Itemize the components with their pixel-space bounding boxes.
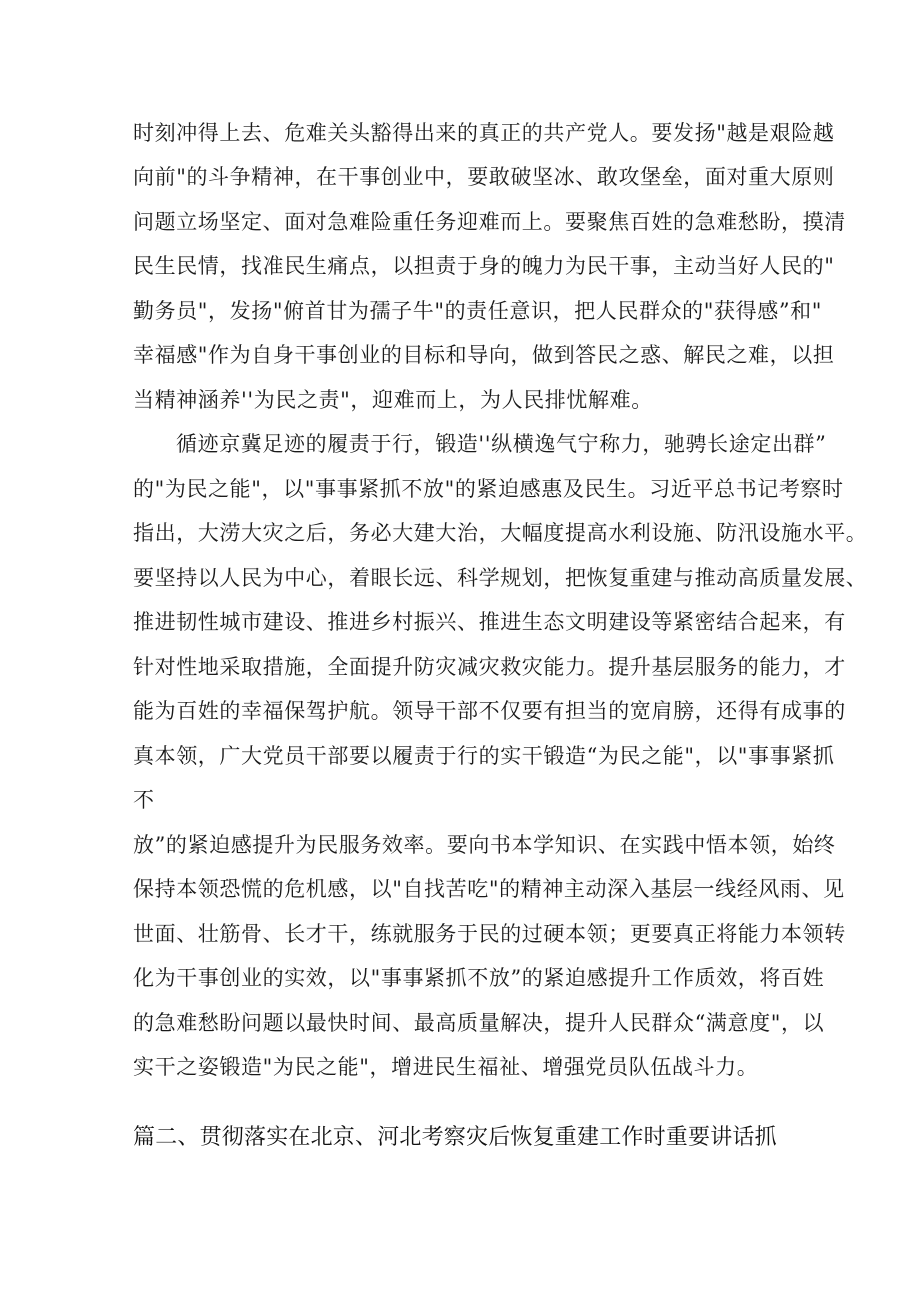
text-line: 时刻冲得上去、危难关头豁得出来的真正的共产党人。要发扬"越是艰险越 [133, 121, 835, 145]
text-line: 放”的紧迫感提升为民服务效率。要向书本学知识、在实践中悟本领，始终 [133, 833, 836, 857]
text-line: 针对性地采取措施，全面提升防灾减灾救灾能力。提升基层服务的能力，才 [133, 655, 846, 679]
text-line: 勤务员"，发扬"俯首甘为孺子牛"的责任意识，把人民群众的"获得感”和" [133, 299, 823, 323]
text-line: 幸福感"作为自身干事创业的目标和导向，做到答民之惑、解民之难，以担 [133, 343, 835, 367]
text-line: 化为干事创业的实效，以"事事紧抓不放”的紧迫感提升工作质效，将百姓 [133, 966, 825, 990]
text-line: 循迹京冀足迹的履责于行，锻造''纵横逸气宁称力，驰骋长途定出群” [176, 432, 827, 456]
text-line: 能为百姓的幸福保驾护航。领导干部不仅要有担当的宽肩膀，还得有成事的 [133, 699, 846, 723]
text-line: 当精神涵养''为民之责"，迎难而上，为人民排忧解难。 [133, 388, 653, 412]
text-line: 指出，大涝大灾之后，务必大建大治，大幅度提高水利设施、防汛设施水平。 [133, 521, 868, 545]
text-line: 推进韧性城市建设、推进乡村振兴、推进生态文明建设等紧密结合起来，有 [133, 610, 846, 634]
text-line: 问题立场坚定、面对急难险重任务迎难而上。要聚焦百姓的急难愁盼，摸清 [133, 210, 846, 234]
text-line: 不 [133, 788, 155, 812]
text-line: 实干之姿锻造"为民之能"，增进民生福祉、增强党员队伍战斗力。 [133, 1055, 759, 1079]
text-line: 的急难愁盼问题以最快时间、最高质量解决，提升人民群众“满意度"，以 [133, 1011, 825, 1035]
text-line: 要坚持以人民为中心，着眼长远、科学规划，把恢复重建与推动高质量发展、 [133, 566, 868, 590]
text-line: 的"为民之能"，以"事事紧抓不放"的紧迫感惠及民生。习近平总书记考察时 [133, 477, 844, 501]
section-heading: 篇二、贯彻落实在北京、河北考察灾后恢复重建工作时重要讲话抓 [133, 1125, 777, 1150]
text-line: 保持本领恐慌的危机感，以"自找苦吃"的精神主动深入基层一线经风雨、见 [133, 877, 845, 901]
text-line: 向前"的斗争精神，在干事创业中，要敢破坚冰、敢攻堡垒，面对重大原则 [133, 165, 835, 189]
text-line: 真本领，广大党员干部要以履责于行的实干锻造“为民之能"，以"事事紧抓 [133, 744, 835, 768]
text-line: 民生民情，找准民生痛点，以担责于身的魄力为民干事，主动当好人民的" [133, 254, 835, 278]
text-line: 世面、壮筋骨、长才干，练就服务于民的过硬本领；更要真正将能力本领转 [133, 922, 846, 946]
